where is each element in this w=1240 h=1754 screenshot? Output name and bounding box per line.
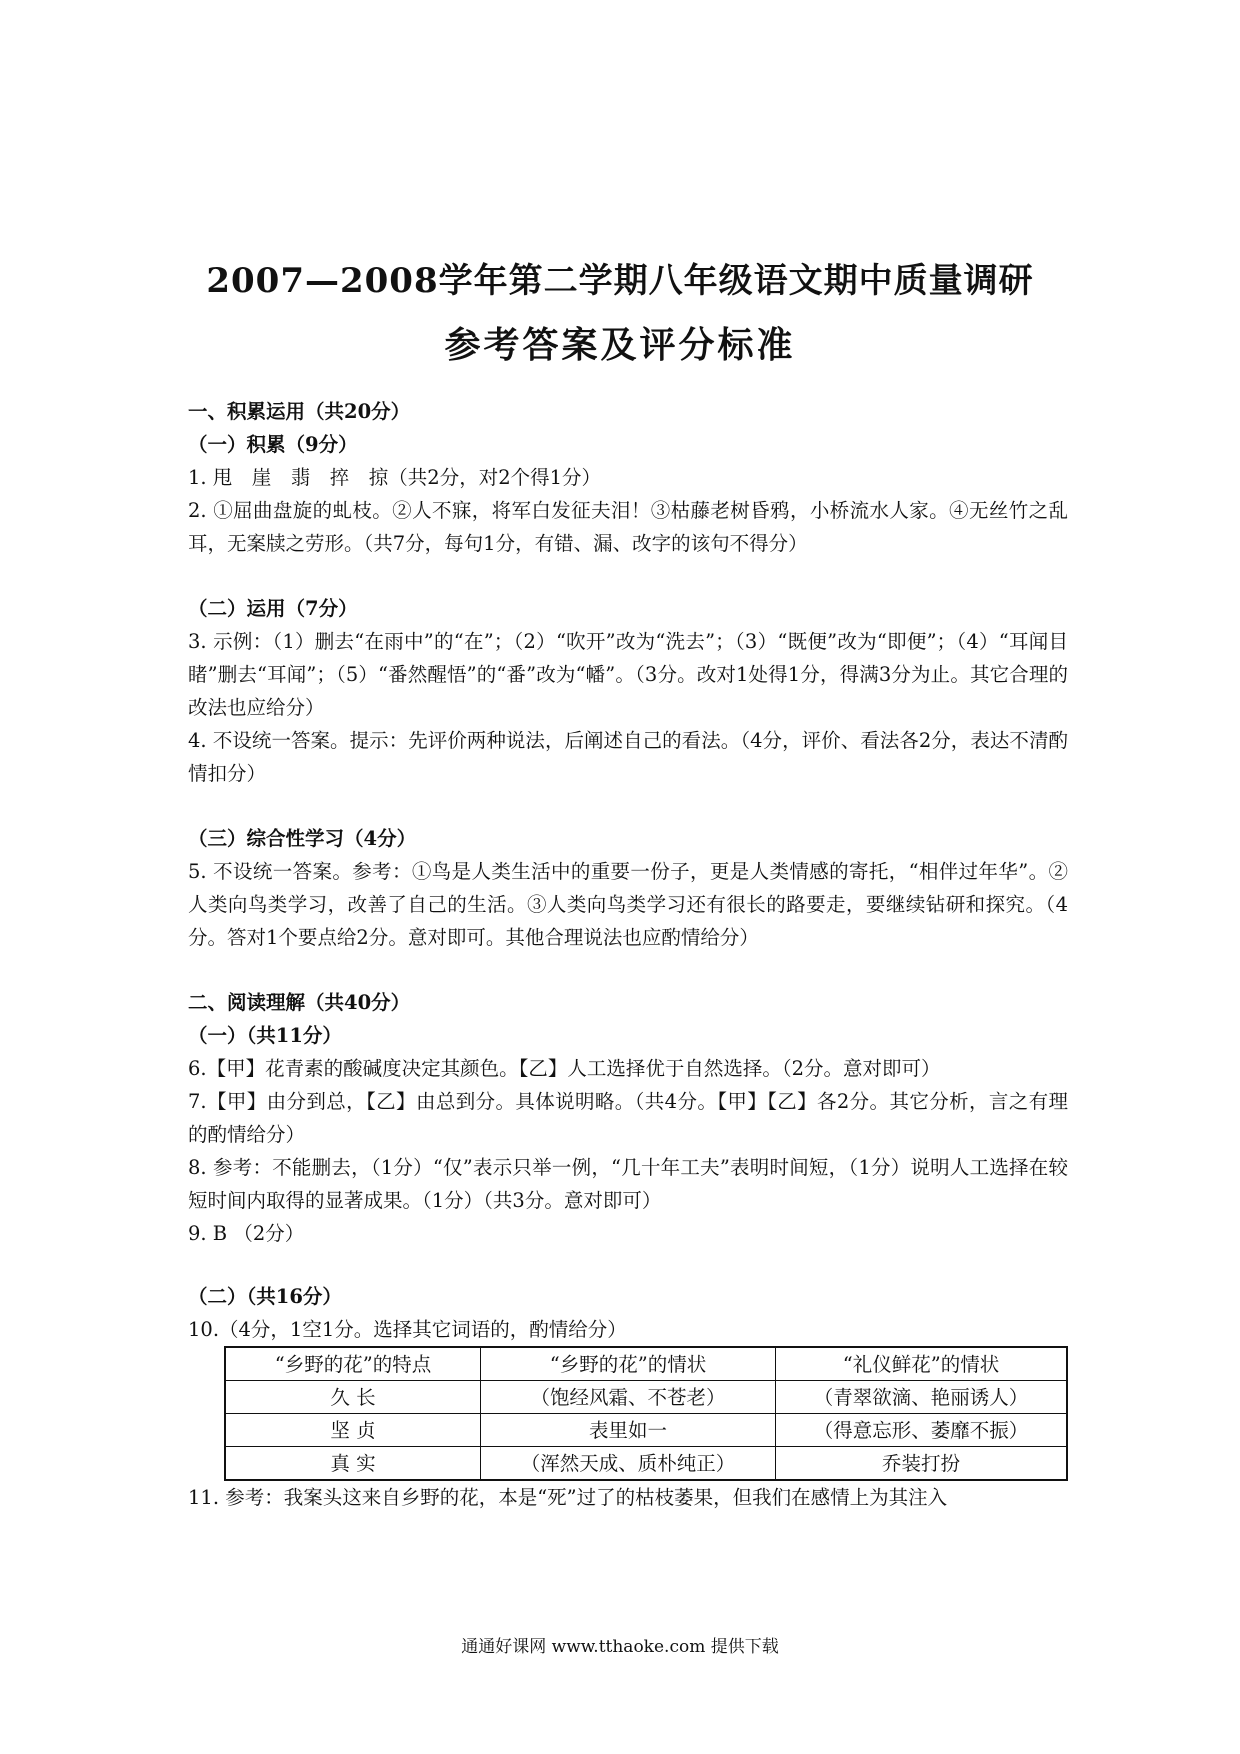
subsection-heading-reading-2: （二）（共16分） [188,1285,342,1308]
table-cell: （浑然天成、质朴纯正） [481,1447,776,1481]
table-cell: （青翠欲滴、艳丽诱人） [776,1381,1068,1414]
answer-table [224,1346,1068,1481]
subsection-heading-application: （二）运用（7分） [188,597,358,620]
answer-4: 4. 不设统一答案。提示：先评价两种说法，后阐述自己的看法。（4分，评价、看法各2分，表达不清酌情扣分） [188,729,1068,785]
table-header-cell: “乡野的花”的特点 [225,1347,481,1381]
table-header-cell: “乡野的花”的情状 [481,1347,776,1381]
answer-8: 8. 参考：不能删去，（1分）“仅”表示只举一例，“几十年工夫”表明时间短，（1分）说明人工选择在较短时间内取得的显著成果。（1分）（共3分。意对即可） [188,1156,1068,1212]
subsection-heading-accumulation: （一）积累（9分） [188,433,358,456]
section-heading-2: 二、阅读理解（共40分） [188,991,411,1014]
answer-7: 7.【甲】由分到总，【乙】由总到分。具体说明略。（共4分。【甲】【乙】各2分。其它分析，言之有理的酌情给分） [188,1090,1068,1146]
answer-6: 6.【甲】花青素的酸碱度决定其颜色。【乙】人工选择优于自然选择。（2分。意对即可） [188,1057,941,1080]
table-cell: 久 长 [225,1381,481,1414]
answer-1: 1. 甩 崖 翡 捽 掠（共2分，对2个得1分） [188,466,602,489]
table-cell: 真 实 [225,1447,481,1481]
page-footer: 通通好课网 www.tthaoke.com 提供下载 [461,1637,779,1657]
table-row [225,1381,1067,1414]
subsection-heading-comprehensive: （三）综合性学习（4分） [188,827,417,850]
table-cell: 表里如一 [481,1414,776,1447]
section-heading-1: 一、积累运用（共20分） [188,400,411,423]
spacer [188,1250,1068,1280]
answer-11: 11. 参考：我案头这来自乡野的花，本是“死”过了的枯枝萎果，但我们在感情上为其注入 [188,1486,948,1509]
answer-9: 9. B （2分） [188,1222,305,1245]
spacer [188,790,1068,822]
table-header-row [225,1347,1067,1381]
table-cell: 乔装打扮 [776,1447,1068,1481]
table-header-cell: “礼仪鲜花”的情状 [776,1347,1068,1381]
answer-10: 10.（4分，1空1分。选择其它词语的，酌情给分） [188,1318,627,1341]
subsection-heading-reading-1: （一）（共11分） [188,1024,342,1047]
document-title: 2007—2008学年第二学期八年级语文期中质量调研 [206,261,1034,301]
answer-5: 5. 不设统一答案。参考：①鸟是人类生活中的重要一份子，更是人类情感的寄托，“相伴过年华”。②人类向鸟类学习，改善了自己的生活。③人类向鸟类学习还有很长的路要走，要继续钻研和探究。（4分。答对1个要点给2分。意对即可。其他合理说法也应酌情给分） [188,860,1068,949]
answer-content [188,395,1068,1514]
spacer [188,954,1068,986]
table-row [225,1447,1067,1481]
answer-2: 2. ①屈曲盘旋的虬枝。②人不寐，将军白发征夫泪！③枯藤老树昏鸦，小桥流水人家。④无丝竹之乱耳，无案牍之劳形。（共7分，每句1分，有错、漏、改字的该句不得分） [188,499,1068,555]
answer-3: 3. 示例：（1）删去“在雨中”的“在”；（2）“吹开”改为“洗去”；（3）“既便”改为“即便”；（4）“耳闻目睹”删去“耳闻”；（5）“番然醒悟”的“番”改为“幡”。（3分。改对1处得1分，得满3分为止。其它合理的改法也应给分） [188,630,1068,719]
table-cell: （得意忘形、萎靡不振） [776,1414,1068,1447]
document-subtitle: 参考答案及评分标准 [444,324,796,366]
table-row [225,1414,1067,1447]
spacer [188,560,1068,592]
table-cell: 坚 贞 [225,1414,481,1447]
table-cell: （饱经风霜、不苍老） [481,1381,776,1414]
